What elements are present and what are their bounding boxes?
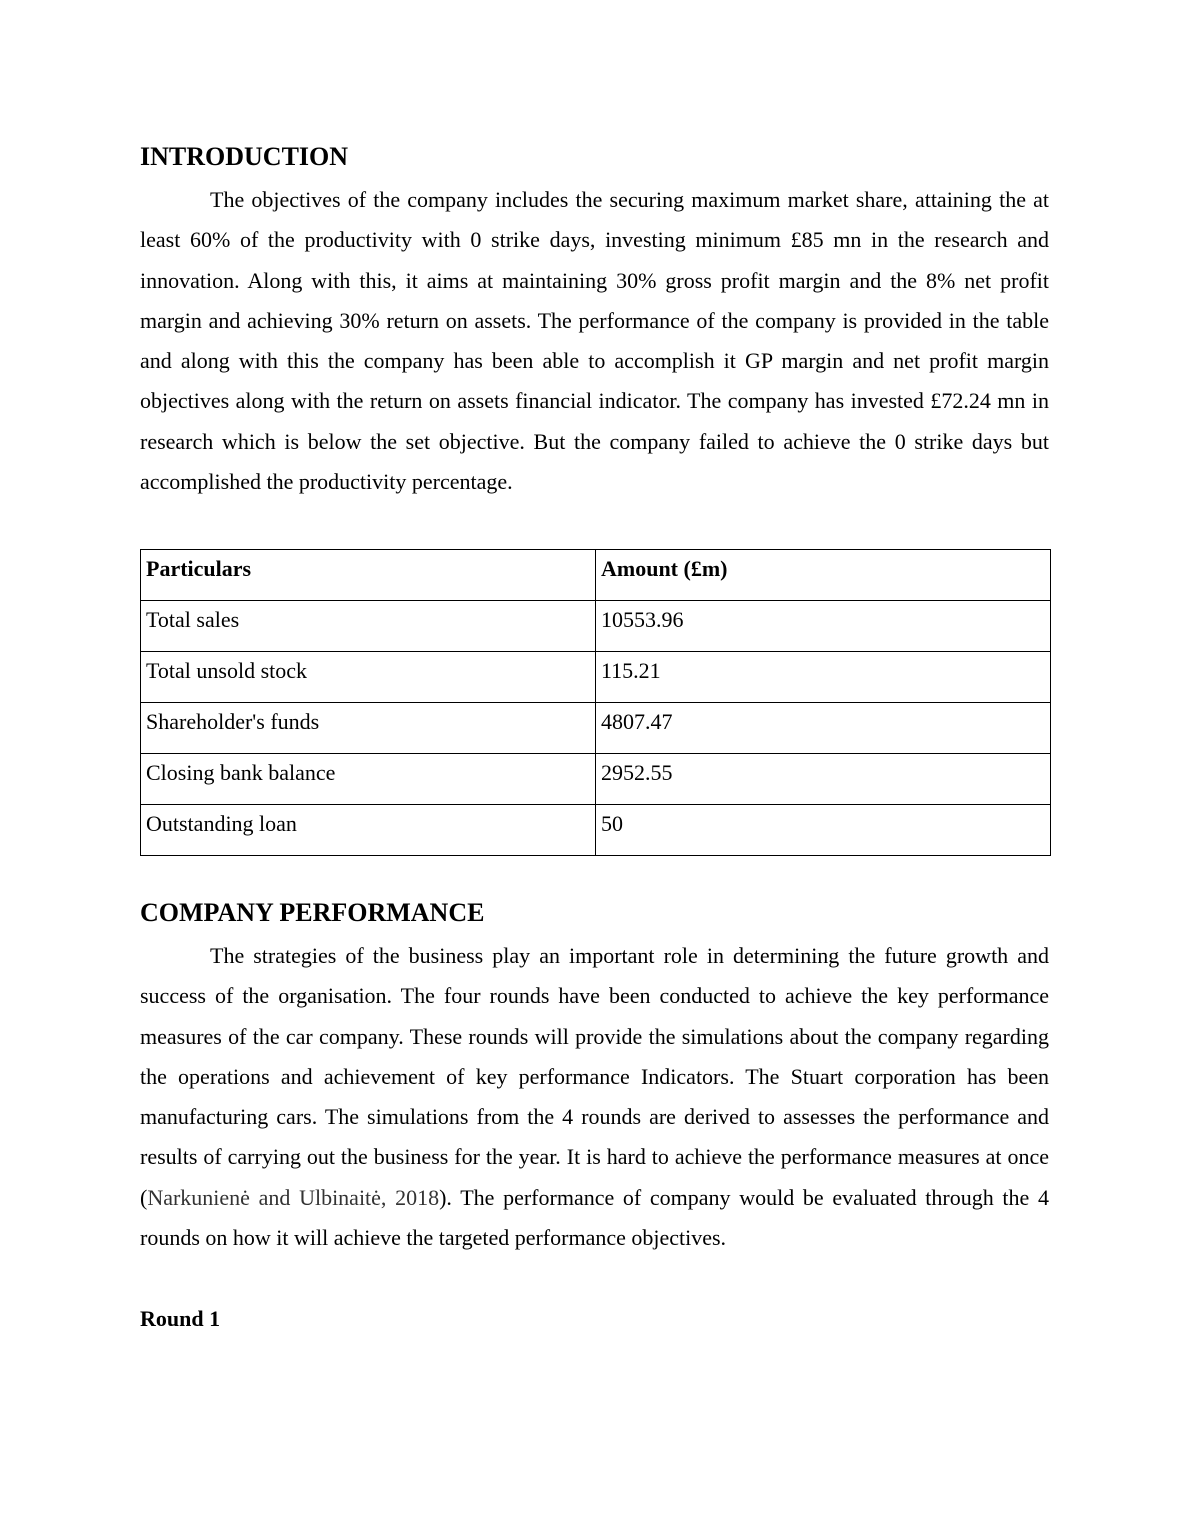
citation: Narkunienė and Ulbinaitė, 2018 bbox=[147, 1184, 440, 1210]
table-row bbox=[141, 601, 1051, 652]
table-header-amount: Amount (£m) bbox=[596, 550, 1051, 601]
table-cell-particular: Shareholder's funds bbox=[141, 703, 596, 754]
introduction-paragraph: The objectives of the company includes the securing maximum market share, attaining the at least 60% of the productivity with 0 strike days, investing minimum £85 mn in the research and innovation. Along with this, it aims at maintaining 30% gross profit margin and the 8% net profit margin and achieving 30% return on assets. The performance of the company is provided in the table and along with this the company has been able to accomplish it GP margin and net profit margin objectives along with the return on assets financial indicator. The company has invested £72.24 mn in research which is below the set objective. But the company failed to achieve the 0 strike days but accomplished the productivity percentage. bbox=[140, 187, 1049, 495]
company-performance-paragraph bbox=[140, 936, 1049, 1258]
table-row bbox=[141, 703, 1051, 754]
table-cell-particular: Outstanding loan bbox=[141, 805, 596, 856]
table-row bbox=[141, 805, 1051, 856]
table-cell-particular: Total sales bbox=[141, 601, 596, 652]
table-row bbox=[141, 754, 1051, 805]
table-row bbox=[141, 652, 1051, 703]
round-1-heading: Round 1 bbox=[140, 1306, 221, 1331]
table-cell-particular: Total unsold stock bbox=[141, 652, 596, 703]
company-performance-heading: COMPANY PERFORMANCE bbox=[140, 898, 485, 927]
table-header-particulars: Particulars bbox=[141, 550, 596, 601]
table-header-row bbox=[141, 550, 1051, 601]
performance-text-after: ). The performance of company would be evaluated through the 4 rounds on how it will achieve the targeted performance objectives. bbox=[140, 1184, 1049, 1251]
table-cell-amount: 10553.96 bbox=[596, 601, 1051, 652]
table-cell-amount: 50 bbox=[596, 805, 1051, 856]
financial-table bbox=[140, 549, 1051, 856]
table-cell-amount: 4807.47 bbox=[596, 703, 1051, 754]
introduction-heading: INTRODUCTION bbox=[140, 142, 349, 171]
performance-text-before: The strategies of the business play an important role in determining the future growth and success of the organisation. The four rounds have been conducted to achieve the key performance measures of the car company. These rounds will provide the simulations about the company regarding the operations and achievement of key performance Indicators. The Stuart corporation has been manufacturing cars. The simulations from the 4 rounds are derived to assesses the performance and results of carrying out the business for the year. It is hard to achieve the performance measures at once ( bbox=[140, 943, 1049, 1210]
table-cell-amount: 115.21 bbox=[596, 652, 1051, 703]
table-cell-amount: 2952.55 bbox=[596, 754, 1051, 805]
table-cell-particular: Closing bank balance bbox=[141, 754, 596, 805]
